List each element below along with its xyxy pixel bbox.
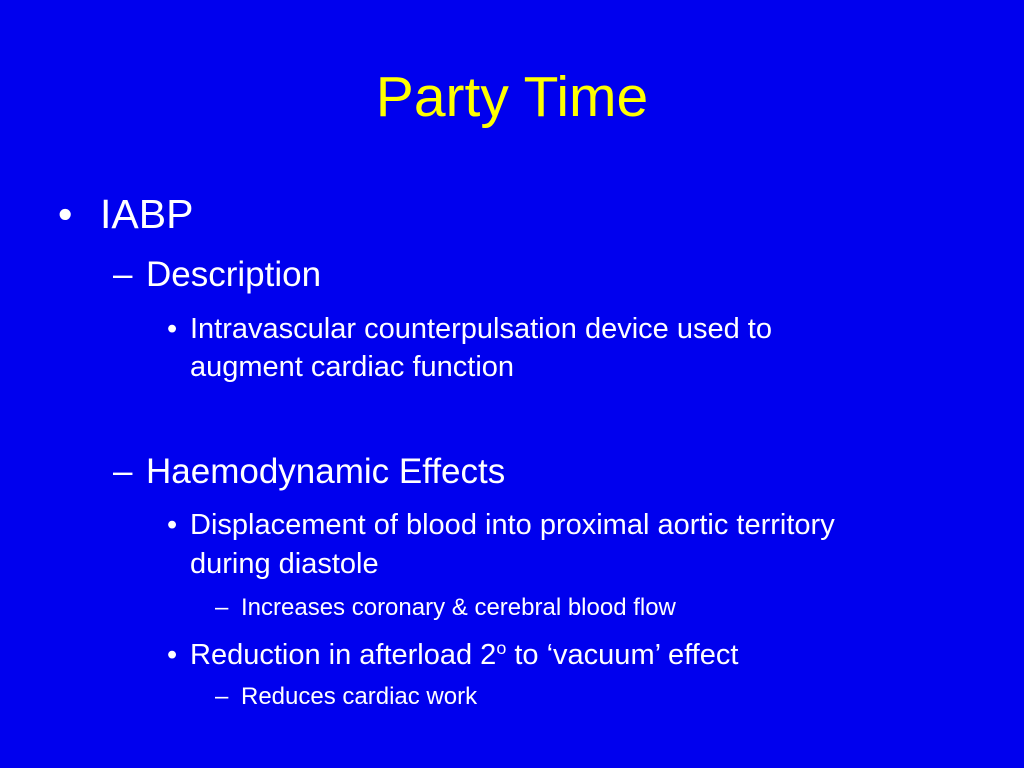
bullet-iabp: IABP (100, 191, 194, 237)
afterload-text (190, 638, 738, 672)
slide-title: Party Time (375, 65, 649, 129)
dash-marker: – (215, 683, 229, 710)
dash-marker: – (113, 452, 133, 491)
reduces-cardiac-work-text: Reduces cardiac work (241, 683, 478, 710)
dash-marker: – (113, 255, 133, 294)
bullet-marker: • (58, 191, 73, 237)
description-text-line2: augment cardiac function (190, 351, 515, 383)
bullet-marker: • (167, 509, 178, 541)
bullet-marker: • (167, 639, 178, 671)
afterload-text-main: Reduction in afterload 2 (190, 639, 497, 671)
displacement-text-line1: Displacement of blood into proximal aortic territory (190, 509, 835, 541)
description-text-line1: Intravascular counterpulsation device used to (190, 313, 772, 345)
afterload-text-rest: to ‘vacuum’ effect (506, 639, 739, 671)
degree-superscript: o (496, 638, 507, 659)
increases-blood-flow-text: Increases coronary & cerebral blood flow (241, 594, 676, 621)
displacement-text-line2: during diastole (190, 548, 379, 580)
subheading-description: Description (146, 255, 322, 294)
dash-marker: – (215, 594, 229, 621)
subheading-haemodynamic-effects: Haemodynamic Effects (146, 452, 506, 491)
bullet-marker: • (167, 313, 178, 345)
